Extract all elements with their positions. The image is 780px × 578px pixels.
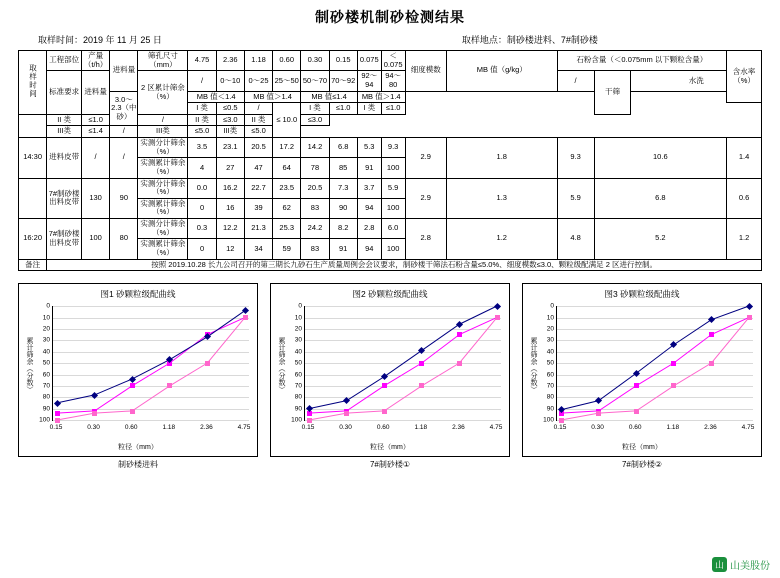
chart-3-xtick: 0.15 — [553, 424, 567, 432]
chart-1-ytick: 30 — [42, 336, 50, 344]
r1-m7: 9.3 — [381, 138, 405, 158]
th-size-2: 1.18 — [244, 51, 272, 71]
r3-m3: 25.3 — [273, 219, 301, 239]
chart-2-xticks — [301, 424, 503, 434]
chart-1-point — [243, 315, 248, 320]
th-fineness-std: 3.0～2.3（中砂） — [110, 91, 138, 126]
chart-1 — [18, 283, 258, 457]
r1-m1: 23.1 — [216, 138, 244, 158]
th-wash-class-3: III类 — [138, 126, 188, 138]
r2-m7: 5.9 — [381, 178, 405, 198]
row-yield-2: 130 — [81, 178, 109, 219]
th-wash-left-1: ≤1.0 — [329, 103, 357, 115]
r3-c6: 94 — [357, 239, 381, 259]
chart-3-ytick: 30 — [546, 336, 554, 344]
row-part-1: 进料皮带 — [47, 138, 82, 179]
chart-2-xtick: 1.18 — [414, 424, 428, 432]
r3-fineness: 2.8 — [405, 219, 446, 260]
r1-m2: 20.5 — [244, 138, 272, 158]
th-std-7: 94～80 — [381, 71, 405, 91]
chart-1-point — [130, 383, 135, 388]
r3-c0: 0 — [188, 239, 216, 259]
th-class-3: III类 — [47, 126, 82, 138]
r2-m5: 7.3 — [329, 178, 357, 198]
row-part-3: 7#制砂楼出料皮带 — [47, 219, 82, 260]
chart-3-ytick: 100 — [543, 416, 554, 424]
r2-dry: 5.9 — [557, 178, 594, 219]
r1-c4: 78 — [301, 158, 329, 178]
chart-3-point — [596, 411, 601, 416]
chart-1-plot — [52, 306, 249, 421]
r3-m5: 8.2 — [329, 219, 357, 239]
chart-1-point — [55, 411, 60, 416]
chart-2-point — [307, 418, 312, 423]
th-wash-left-2: ≤3.0 — [216, 114, 244, 126]
r2-c0: 0 — [188, 198, 216, 218]
row-feed-2: 90 — [110, 178, 138, 219]
th-mb: MB 值（g/kg） — [446, 51, 557, 92]
chart-2-series-lines — [305, 306, 501, 420]
r2-mb: 1.3 — [446, 178, 557, 219]
row-time-1: 14:30 — [19, 138, 47, 179]
chart-3-point — [709, 361, 714, 366]
chart-2 — [270, 283, 510, 457]
chart-3-point — [671, 383, 676, 388]
chart-1-ytick: 40 — [42, 348, 50, 356]
r2-c1: 16 — [216, 198, 244, 218]
chart-1-ytick: 10 — [42, 314, 50, 322]
chart-1-point — [205, 361, 210, 366]
chart-1-xtick: 4.75 — [237, 424, 251, 432]
chart-3-caption: 7#制砂楼② — [621, 460, 663, 470]
chart-1-title: 图1 砂颗粒级配曲线 — [100, 289, 176, 300]
chart-1-ytick: 20 — [42, 325, 50, 333]
r1-mb: 1.8 — [446, 138, 557, 179]
row-yield-1: / — [81, 138, 109, 179]
r2-c7: 100 — [381, 198, 405, 218]
r3-c3: 59 — [273, 239, 301, 259]
r2-m3: 23.5 — [273, 178, 301, 198]
chart-3-point — [559, 418, 564, 423]
chart-1-gridline — [53, 420, 249, 421]
chart-3-point — [709, 332, 714, 337]
chart-2-yticks — [287, 302, 303, 424]
r3-m6: 2.8 — [357, 219, 381, 239]
row-feed-1: / — [110, 138, 138, 179]
r1-m5: 6.8 — [329, 138, 357, 158]
r1-c7: 100 — [381, 158, 405, 178]
chart-3-ytick: 10 — [546, 314, 554, 322]
r3-m2: 21.3 — [244, 219, 272, 239]
chart-1-ytick: 90 — [42, 405, 50, 413]
th-dry-val: ≤ 10.0 — [273, 103, 301, 138]
r1-c6: 91 — [357, 158, 381, 178]
th-feed-qty: 进料量 — [110, 51, 138, 92]
remark-text: 按照 2019.10.28 长九公司召开的第三期长九砂石生产质量周例会会议要求，制砂楼干筛法石粉含量≤5.0%、细度模数≤3.0、颗粒级配满足 2 区进行控制。 — [47, 259, 762, 271]
th-dry-sieve: 干筛 — [594, 71, 631, 115]
chart-2-ytick: 20 — [294, 325, 302, 333]
th-stone-left-hdr: MB 值≤1.4 — [301, 91, 357, 103]
chart-2-xtick: 0.60 — [376, 424, 390, 432]
row-time-3: 16:20 — [19, 219, 47, 260]
watermark — [712, 557, 770, 572]
th-zone2: 2 区累计筛余（%） — [138, 71, 188, 115]
chart-1-xtick: 1.18 — [162, 424, 176, 432]
watermark-logo-icon: 山 — [712, 557, 727, 572]
chart-2-point — [344, 411, 349, 416]
th-size-4: 0.30 — [301, 51, 329, 71]
th-size-6: 0.075 — [357, 51, 381, 71]
th-yield: 产量（t/h） — [81, 51, 109, 71]
th-sieve-size: 筛孔尺寸（mm） — [138, 51, 188, 71]
th-size-5: 0.15 — [329, 51, 357, 71]
r1-c0: 4 — [188, 158, 216, 178]
r2-water: 0.6 — [727, 178, 762, 219]
row-cum-label-1: 实测累计筛余（%） — [138, 158, 188, 178]
chart-1-xtick: 0.60 — [124, 424, 138, 432]
r1-c2: 47 — [244, 158, 272, 178]
remark-label: 备注 — [19, 259, 47, 271]
th-wash-right-2: ≤3.0 — [301, 114, 329, 126]
chart-2-point — [382, 383, 387, 388]
th-wash-class-3b: III类 — [216, 126, 244, 138]
chart-1-yticks — [35, 302, 51, 424]
th-std-8: / — [557, 71, 594, 91]
chart-2-ytick: 30 — [294, 336, 302, 344]
r2-m1: 16.2 — [216, 178, 244, 198]
chart-3-xlabel: 粒径（mm） — [622, 444, 662, 452]
table-row — [19, 219, 762, 239]
th-class-3-slash: / — [110, 126, 138, 138]
chart-2-point — [419, 383, 424, 388]
th-class-1-val: ≤0.5 — [216, 103, 244, 115]
th-stone-right-hdr: MB 值＞1.4 — [357, 91, 405, 103]
th-class-1: I 类 — [188, 103, 216, 115]
chart-3-series-lines — [557, 306, 753, 420]
table-row — [19, 138, 762, 158]
th-size-7: ＜0.075 — [381, 51, 405, 71]
chart-2-xtick: 2.36 — [452, 424, 465, 432]
th-wash-class-2b: II 类 — [244, 114, 272, 126]
r2-wash: 6.8 — [594, 178, 727, 219]
chart-2-caption: 7#制砂楼① — [369, 460, 411, 470]
chart-2-point — [457, 361, 462, 366]
th-wash-left-3: ≤5.0 — [188, 126, 216, 138]
chart-2-xtick: 4.75 — [489, 424, 503, 432]
row-cum-label-3: 实测累计筛余（%） — [138, 239, 188, 259]
th-feed-amount: 进料量 — [81, 71, 109, 115]
th-water-spacer — [329, 114, 357, 137]
r2-c4: 83 — [301, 198, 329, 218]
chart-3-point — [634, 409, 639, 414]
chart-2-point — [495, 315, 500, 320]
chart-2-xtick: 0.30 — [339, 424, 352, 432]
r1-m3: 17.2 — [273, 138, 301, 158]
chart-1-point — [167, 383, 172, 388]
r1-c5: 85 — [329, 158, 357, 178]
chart-3-ytick: 50 — [546, 359, 554, 367]
row-time-2 — [19, 178, 47, 219]
th-std-3: 25～50 — [273, 71, 301, 91]
th-water: 含水率（%） — [727, 51, 762, 103]
r1-c1: 27 — [216, 158, 244, 178]
th-part: 工程部位 — [47, 51, 82, 71]
chart-1-xtick: 0.15 — [49, 424, 63, 432]
r3-m0: 0.3 — [188, 219, 216, 239]
chart-1-ytick: 80 — [42, 393, 50, 401]
sample-place — [462, 33, 598, 46]
chart-3-point — [747, 315, 752, 320]
chart-3-ytick: 0 — [550, 302, 554, 310]
chart-3-plot — [556, 306, 753, 421]
chart-1-xtick: 2.36 — [200, 424, 213, 432]
header-row-6 — [19, 126, 762, 138]
th-mb-ge14: MB 值＞1.4 — [244, 91, 300, 103]
chart-2-point — [382, 409, 387, 414]
row-yield-3: 100 — [81, 219, 109, 260]
chart-2-xtick: 0.15 — [301, 424, 315, 432]
chart-2-ytick: 60 — [294, 371, 302, 379]
r2-c2: 39 — [244, 198, 272, 218]
r3-c1: 12 — [216, 239, 244, 259]
chart-2-gridline — [305, 420, 501, 421]
row-meas-label-3: 实测分计筛余（%） — [138, 219, 188, 239]
chart-1-ytick: 50 — [42, 359, 50, 367]
chart-2-ytick: 10 — [294, 314, 302, 322]
r1-water: 1.4 — [727, 138, 762, 179]
chart-1-caption: 制砂楼进料 — [118, 460, 158, 470]
sample-date-label: 取样时间： — [38, 35, 84, 45]
th-wash-class-1: I 类 — [301, 103, 329, 115]
chart-2-ytick: 80 — [294, 393, 302, 401]
r2-m4: 20.5 — [301, 178, 329, 198]
th-stone-powder: 石粉含量（＜0.075mm 以下颗粒含量） — [557, 51, 726, 71]
chart-3-xtick: 0.30 — [591, 424, 604, 432]
th-wash-class-1b: I 类 — [357, 103, 381, 115]
th-mb-lt14: MB 值＜1.4 — [188, 91, 244, 103]
th-std-6: 92～94 — [357, 71, 381, 91]
chart-3-ylabel: 累计筛余（分数） — [530, 337, 537, 394]
meta-row — [0, 27, 780, 50]
chart-1-ytick: 100 — [39, 416, 50, 424]
chart-3-ytick: 80 — [546, 393, 554, 401]
row-cum-label-2: 实测累计筛余（%） — [138, 198, 188, 218]
r3-water: 1.2 — [727, 219, 762, 260]
row-part-2: 7#制砂楼出料皮带 — [47, 178, 82, 219]
header-row-3 — [19, 91, 762, 103]
header-row-1 — [19, 51, 762, 71]
th-wash-right-1: ≤1.0 — [381, 103, 405, 115]
r2-fineness: 2.9 — [405, 178, 446, 219]
chart-1-xtick: 0.30 — [87, 424, 100, 432]
chart-1-point — [130, 409, 135, 414]
th-size-3: 0.60 — [273, 51, 301, 71]
r3-c7: 100 — [381, 239, 405, 259]
th-time: 取样时间 — [19, 51, 47, 115]
chart-1-point — [92, 411, 97, 416]
sample-place-label: 取样地点： — [461, 35, 507, 45]
r2-m2: 22.7 — [244, 178, 272, 198]
chart-captions — [18, 459, 762, 470]
chart-2-ytick: 100 — [291, 416, 302, 424]
chart-2-ytick: 40 — [294, 348, 302, 356]
r3-c5: 91 — [329, 239, 357, 259]
th-std-0: / — [188, 71, 216, 91]
th-std-4: 50～70 — [301, 71, 329, 91]
th-fineness: 细度模数 — [405, 51, 446, 92]
th-size-1: 2.36 — [216, 51, 244, 71]
chart-3-ytick: 40 — [546, 348, 554, 356]
chart-3-xtick: 4.75 — [741, 424, 755, 432]
chart-3-ytick: 70 — [546, 382, 554, 390]
th-class-3-val: ≤1.4 — [81, 126, 109, 138]
r2-c5: 90 — [329, 198, 357, 218]
th-std-2: 0～25 — [244, 71, 272, 91]
results-table — [18, 50, 762, 271]
page-title: 制砂楼机制砂检测结果 — [315, 9, 465, 25]
r3-m7: 6.0 — [381, 219, 405, 239]
th-size-0: 4.75 — [188, 51, 216, 71]
chart-3-xtick: 2.36 — [704, 424, 717, 432]
chart-2-xlabel: 粒径（mm） — [370, 444, 410, 452]
th-time-spacer — [19, 114, 47, 137]
chart-1-series-lines — [53, 306, 249, 420]
chart-2-title: 图2 砂颗粒级配曲线 — [352, 289, 428, 300]
row-meas-label-2: 实测分计筛余（%） — [138, 178, 188, 198]
r1-m0: 3.5 — [188, 138, 216, 158]
chart-1-xlabel: 粒径（mm） — [118, 444, 158, 452]
r1-fineness: 2.9 — [405, 138, 446, 179]
chart-2-ytick: 0 — [298, 302, 302, 310]
chart-3 — [522, 283, 762, 457]
sample-place-value: 制砂楼进料、7#制砂楼 — [506, 35, 598, 45]
chart-3-gridline — [557, 420, 753, 421]
chart-3-yticks — [539, 302, 555, 424]
r3-c4: 83 — [301, 239, 329, 259]
r3-m1: 12.2 — [216, 219, 244, 239]
row-feed-3: 80 — [110, 219, 138, 260]
chart-1-point — [55, 418, 60, 423]
row-meas-label-1: 实测分计筛余（%） — [138, 138, 188, 158]
r3-m4: 24.2 — [301, 219, 329, 239]
chart-1-xticks — [49, 424, 251, 434]
chart-3-point — [671, 361, 676, 366]
chart-2-point — [457, 332, 462, 337]
chart-3-xticks — [553, 424, 755, 434]
chart-2-ytick: 50 — [294, 359, 302, 367]
th-class-2: II 类 — [47, 114, 82, 126]
chart-2-ytick: 70 — [294, 382, 302, 390]
r3-c2: 34 — [244, 239, 272, 259]
r1-dry: 9.3 — [557, 138, 594, 179]
charts-container — [18, 283, 762, 457]
chart-3-ytick: 90 — [546, 405, 554, 413]
th-wash-right-3: ≤5.0 — [244, 126, 272, 138]
r1-m6: 5.3 — [357, 138, 381, 158]
chart-1-ytick: 70 — [42, 382, 50, 390]
th-std-5: 70～92 — [329, 71, 357, 91]
r2-c6: 94 — [357, 198, 381, 218]
th-class-1-slash: / — [244, 103, 272, 115]
th-class-2-slash: / — [138, 114, 188, 126]
th-std-req: 标准要求 — [47, 71, 82, 115]
chart-3-point — [634, 383, 639, 388]
r3-dry: 4.8 — [557, 219, 594, 260]
chart-3-title: 图3 砂颗粒级配曲线 — [604, 289, 680, 300]
chart-3-ytick: 60 — [546, 371, 554, 379]
watermark-text: 山美股份 — [730, 561, 770, 572]
chart-3-ytick: 20 — [546, 325, 554, 333]
chart-3-xtick: 1.18 — [666, 424, 680, 432]
sample-date-value: 2019 年 11 月 25 日 — [83, 35, 162, 45]
th-wash: 水洗 — [631, 71, 762, 91]
r1-wash: 10.6 — [594, 138, 727, 179]
th-wash-class-2: II 类 — [188, 114, 216, 126]
chart-3-xtick: 0.60 — [628, 424, 642, 432]
table-row — [19, 178, 762, 198]
remark-row — [19, 259, 762, 271]
r2-m0: 0.0 — [188, 178, 216, 198]
chart-2-point — [419, 361, 424, 366]
chart-1-ytick: 0 — [46, 302, 50, 310]
th-std-1: 0～10 — [216, 71, 244, 91]
sample-date — [38, 33, 162, 46]
chart-1-ylabel: 累计筛余（分数） — [26, 337, 33, 394]
r1-m4: 14.2 — [301, 138, 329, 158]
chart-1-ytick: 60 — [42, 371, 50, 379]
r3-wash: 5.2 — [594, 219, 727, 260]
chart-2-ylabel: 累计筛余（分数） — [278, 337, 285, 394]
th-class-2-val: ≤1.0 — [81, 114, 109, 126]
r3-mb: 1.2 — [446, 219, 557, 260]
r2-c3: 62 — [273, 198, 301, 218]
chart-2-ytick: 90 — [294, 405, 302, 413]
chart-2-plot — [304, 306, 501, 421]
r2-m6: 3.7 — [357, 178, 381, 198]
r1-c3: 64 — [273, 158, 301, 178]
